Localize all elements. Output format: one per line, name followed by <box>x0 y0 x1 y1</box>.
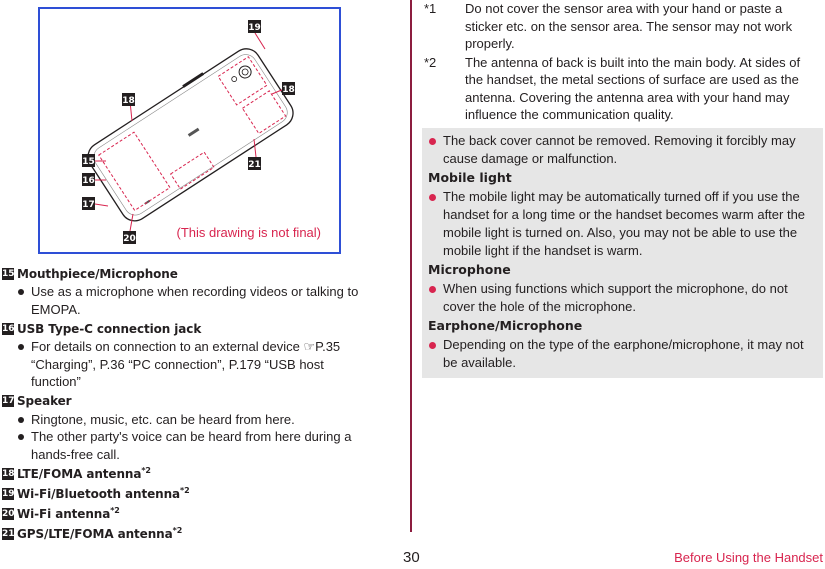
section-link[interactable]: Before Using the Handset <box>674 550 823 565</box>
callout-17 <box>82 197 95 210</box>
item-wifi-bt-antenna <box>2 484 382 503</box>
svg-text:16: 16 <box>82 176 95 186</box>
callout-18-left <box>122 93 135 106</box>
number-badge: 15 <box>2 268 15 279</box>
svg-text:19: 19 <box>248 23 261 33</box>
footnote-2: *2 The antenna of back is built into the main body. At sides of the handset, the metal sections of surface are used as the antenna. Covering the antenna area with your hand may influence the communication quality. <box>424 54 801 122</box>
caution-back-cover: The back cover cannot be removed. Removing it forcibly may cause damage or malfunction. <box>422 132 823 168</box>
section-heading-earphone: Earphone/Microphone <box>428 318 583 333</box>
svg-text:18: 18 <box>282 85 295 95</box>
callout-20 <box>123 231 136 244</box>
caution-microphone: When using functions which support the microphone, do not cover the hole of the microphone. <box>422 280 823 316</box>
caution-earphone: Depending on the type of the earphone/microphone, it may not be available. <box>422 336 823 372</box>
caution-mobile-light: The mobile light may be automatically turned off if you use the handset for a long time or the handset becomes warm after the mobile light is turned on. Also, you may not be able to use the mobile light if the handset is warm. <box>422 188 823 260</box>
handset-back-drawing <box>40 9 339 252</box>
component-list <box>2 264 382 544</box>
item-title: Speaker <box>17 394 72 408</box>
footnotes <box>422 0 822 125</box>
number-badge: 21 <box>2 528 15 539</box>
figure-caption: (This drawing is not final) <box>176 225 321 240</box>
caution-box <box>422 128 823 378</box>
bullet-dot-icon <box>18 417 24 423</box>
item-gps-antenna <box>2 524 382 543</box>
callout-18-right <box>282 82 295 95</box>
item-speaker <box>2 392 382 464</box>
phone-body <box>82 42 299 226</box>
svg-text:18: 18 <box>122 96 135 106</box>
svg-text:20: 20 <box>123 234 136 244</box>
bullet-dot-icon <box>429 194 436 201</box>
number-badge: 18 <box>2 468 15 479</box>
bullet-text-cont: EMOPA. <box>31 301 81 317</box>
item-title: Wi-Fi antenna$^{*2}$ <box>17 506 120 521</box>
page-number: 30 <box>403 549 420 566</box>
callout-15 <box>82 154 95 167</box>
section-heading-microphone: Microphone <box>428 262 511 277</box>
bullet-text-cont: “Charging”, P.36 “PC connection”, P.179 “USB host <box>31 356 324 372</box>
number-badge: 19 <box>2 488 15 499</box>
callout-16 <box>82 173 95 186</box>
item-title: LTE/FOMA antenna$^{*2}$ <box>17 466 151 481</box>
item-wifi-antenna <box>2 504 382 523</box>
bullet-dot-icon <box>18 344 24 350</box>
number-badge: 17 <box>2 396 15 406</box>
svg-text:15: 15 <box>82 157 95 167</box>
bullet-dot-icon <box>429 342 436 349</box>
item-usb-jack <box>2 319 382 391</box>
bullet-text: The other party's voice can be heard from here during a <box>2 428 382 446</box>
item-title: USB Type-C connection jack <box>17 321 202 336</box>
item-lte-antenna <box>2 464 382 483</box>
item-title: Mouthpiece/Microphone <box>17 266 178 281</box>
bullet-text-cont: hands-free call. <box>31 446 120 462</box>
item-title: GPS/LTE/FOMA antenna$^{*2}$ <box>17 526 183 541</box>
footnote-1: *1 Do not cover the sensor area with your hand or paste a sticker etc. on the sensor area. The sensor may not work properly. <box>424 1 793 51</box>
number-badge: 16 <box>2 323 15 334</box>
footnote-mark: *1 <box>424 1 437 16</box>
number-badge: 20 <box>2 508 15 519</box>
bullet-text: Use as a microphone when recording videos or talking to <box>2 283 382 301</box>
bullet-text-cont: function” <box>31 374 81 389</box>
section-heading-mobile-light: Mobile light <box>428 170 512 185</box>
svg-text:21: 21 <box>248 160 261 170</box>
footnote-mark: *2 <box>424 54 437 70</box>
bullet-text: For details on connection to an external device ☞P.35 <box>2 338 382 356</box>
bullet-dot-icon <box>18 289 24 295</box>
column-divider <box>410 0 412 532</box>
item-title: Wi-Fi/Bluetooth antenna$^{*2}$ <box>17 486 190 501</box>
bullet-text: Ringtone, music, etc. can be heard from here. <box>2 411 382 429</box>
callout-19 <box>248 20 261 33</box>
item-mouthpiece <box>2 264 382 318</box>
bullet-dot-icon <box>429 286 436 293</box>
bullet-dot-icon <box>429 138 436 145</box>
svg-text:17: 17 <box>82 200 95 210</box>
callout-21 <box>248 157 261 170</box>
bullet-dot-icon <box>18 434 24 440</box>
handset-diagram <box>38 7 341 254</box>
